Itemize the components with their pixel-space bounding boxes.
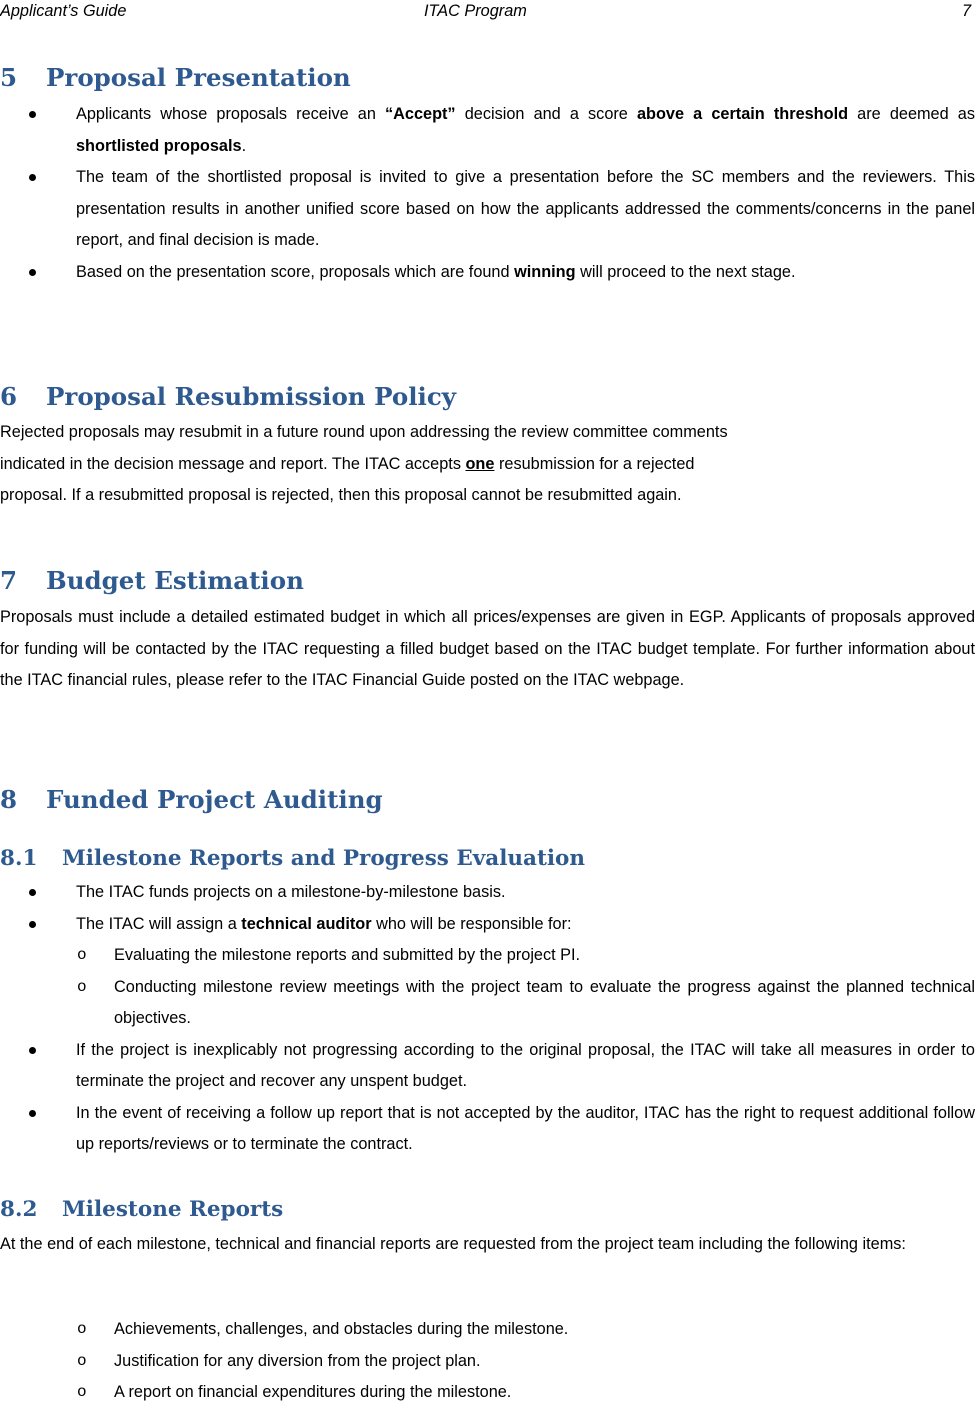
subsection-title: Milestone Reports and Progress Evaluation: [62, 846, 586, 871]
section-6-heading: [0, 381, 975, 413]
list-item: The ITAC will assign a technical auditor who will be responsible for:: [0, 909, 975, 941]
list-item: Based on the presentation score, proposals which are found winning will proceed to the next stage.: [0, 257, 975, 289]
section-8-1-lists: [0, 877, 975, 1161]
sub-list: [0, 940, 975, 1035]
section-8-2-paragraph: At the end of each milestone, technical and financial reports are requested from the project team including the following items:: [0, 1235, 906, 1253]
section-8-heading: [0, 784, 975, 816]
section-number: 5: [0, 63, 18, 92]
list-item: In the event of receiving a follow up report that is not accepted by the auditor, ITAC has the right to request additional follow up reports/reviews or to terminate the contract.: [0, 1098, 975, 1161]
section-title: Proposal Presentation: [46, 63, 351, 92]
list-item: The team of the shortlisted proposal is invited to give a presentation before the SC members and the reviewers. This presentation results in another unified score based on how the applicants addressed the comments/concerns in the panel report, and final decision is made.: [0, 162, 975, 257]
sub-list-item: o Achievements, challenges, and obstacles during the milestone.: [0, 1314, 975, 1346]
page-number: 7: [961, 2, 971, 20]
subsection-number: 8.2: [0, 1197, 38, 1222]
sub-list-item: o Evaluating the milestone reports and submitted by the project PI.: [0, 940, 975, 972]
bullet-list: [0, 1035, 975, 1161]
section-7-paragraph: Proposals must include a detailed estimated budget in which all prices/expenses are given in EGP. Applicants of proposals approved for funding will be contacted by the ITAC requesting a filled budget based on the ITAC budget template. For further information about the ITAC financial rules, please refer to the ITAC Financial Guide posted on the ITAC webpage.: [0, 608, 975, 689]
section-7-heading: [0, 565, 975, 597]
sub-list-item: o A report on financial expenditures during the milestone.: [0, 1377, 975, 1409]
milestone-report-items: [0, 1314, 975, 1409]
section-8-2-heading: [0, 1195, 975, 1225]
section-number: 8: [0, 785, 18, 814]
sub-list-item: o Justification for any diversion from the project plan.: [0, 1346, 975, 1378]
section-5-heading: [0, 62, 975, 94]
page-header: [0, 0, 977, 26]
section-6-paragraph: Rejected proposals may resubmit in a future round upon addressing the review committee comments indicated in the decision message and report. The ITAC accepts one resubmission for a rejected proposal. If a resubmitted proposal is rejected, then this proposal cannot be resubmitted again.: [0, 423, 728, 504]
subsection-number: 8.1: [0, 846, 38, 871]
section-number: 6: [0, 382, 18, 411]
sub-list-item: o Conducting milestone review meetings with the project team to evaluate the progress against the planned technical objectives.: [0, 972, 975, 1035]
section-number: 7: [0, 566, 18, 595]
list-item: If the project is inexplicably not progressing according to the original proposal, the ITAC will take all measures in order to terminate the project and recover any unspent budget.: [0, 1035, 975, 1098]
subsection-title: Milestone Reports: [62, 1197, 284, 1222]
header-guide-title: Applicant’s Guide: [0, 2, 127, 20]
list-item: The ITAC funds projects on a milestone-by-milestone basis.: [0, 877, 975, 909]
emphasis-one: one: [465, 454, 495, 473]
section-title: Budget Estimation: [46, 566, 304, 595]
bullet-list: [0, 877, 975, 940]
header-program-name: ITAC Program: [424, 2, 527, 20]
section-title: Funded Project Auditing: [46, 785, 383, 814]
section-8-1-heading: [0, 844, 975, 874]
section-title: Proposal Resubmission Policy: [46, 382, 457, 411]
list-item: Applicants whose proposals receive an “Accept” decision and a score above a certain threshold are deemed as shortlisted proposals.: [0, 99, 975, 162]
section-5-bullet-list: [0, 99, 975, 288]
